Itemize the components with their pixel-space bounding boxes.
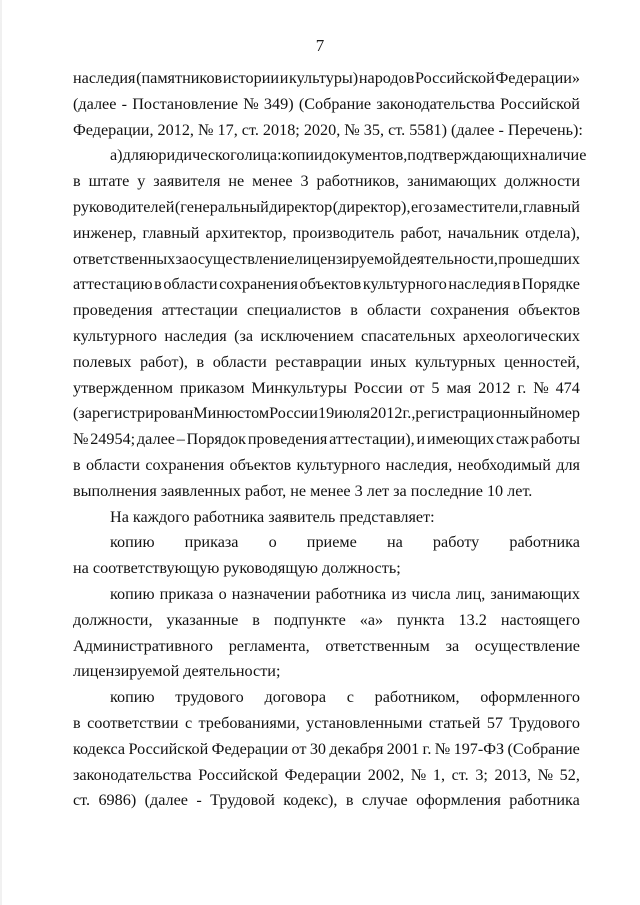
- word: России: [353, 378, 403, 397]
- word: 30: [309, 739, 327, 758]
- word: (генеральный: [174, 197, 269, 216]
- text-line: [73, 530, 580, 556]
- body-text: [73, 66, 587, 814]
- word: работников,: [316, 172, 400, 191]
- word: имеющих: [426, 430, 495, 449]
- word: Порядок: [186, 430, 247, 449]
- word: №: [73, 430, 89, 449]
- word: и: [416, 430, 426, 449]
- word: от: [291, 739, 307, 758]
- word: менее: [252, 172, 293, 191]
- word: -: [196, 791, 202, 810]
- word: должности: [504, 172, 580, 191]
- word: осуществление: [474, 636, 580, 655]
- text-line: [73, 66, 580, 92]
- word: г.,: [402, 404, 416, 423]
- text-line: [73, 711, 580, 737]
- text-line: [73, 401, 580, 427]
- word: документов,: [322, 146, 408, 165]
- word: производитель: [292, 223, 395, 242]
- word: г.: [517, 378, 527, 397]
- word: аттестации),: [329, 430, 415, 449]
- word: инженер,: [73, 223, 137, 242]
- word: наследия: [164, 326, 227, 345]
- word: работы: [530, 430, 580, 449]
- word: в: [350, 301, 358, 320]
- word: от: [409, 378, 425, 397]
- word: 5: [431, 378, 440, 397]
- text-line: [73, 350, 580, 376]
- word: главный: [142, 223, 200, 242]
- word: 52,: [559, 765, 580, 784]
- word: археологических: [462, 326, 580, 345]
- word: установленными: [306, 713, 423, 732]
- word: мая: [446, 378, 472, 397]
- word: реставрации: [275, 352, 362, 371]
- word: пункта: [397, 610, 445, 629]
- word: отдела),: [525, 223, 580, 242]
- word: копию: [110, 688, 155, 707]
- word: начальник: [447, 223, 520, 242]
- word: главный: [523, 197, 580, 216]
- text-line: [73, 427, 580, 453]
- text-line: [73, 763, 580, 789]
- word: с: [184, 713, 193, 732]
- word: в: [196, 352, 205, 371]
- text-line: [73, 221, 580, 247]
- word: у: [137, 172, 146, 191]
- word: №: [243, 94, 259, 113]
- word: в: [345, 791, 354, 810]
- word: ответственных: [73, 249, 176, 268]
- word: в: [73, 713, 81, 732]
- text-line: выполнения заявленных работ, не менее 3 лет за последние 10 лет.: [73, 481, 533, 500]
- page-number: 7: [315, 36, 325, 55]
- word: подтверждающих: [407, 146, 530, 165]
- word: занимающих: [490, 584, 580, 603]
- word: лиц,: [455, 584, 486, 603]
- word: –: [176, 430, 185, 449]
- word: Постановление: [132, 94, 239, 113]
- word: в: [252, 610, 260, 629]
- word: культурного: [362, 275, 447, 294]
- word: специалистов: [246, 301, 342, 320]
- text-line: [73, 324, 580, 350]
- word: приказа: [184, 533, 239, 552]
- word: 2013,: [494, 765, 531, 784]
- word: Трудового: [509, 713, 580, 732]
- word: ст.: [451, 765, 469, 784]
- word: №: [410, 765, 427, 784]
- text-line: На каждого работника заявитель представляет:: [110, 507, 435, 526]
- word: 474: [555, 378, 580, 397]
- text-line: [73, 582, 580, 608]
- word: (за: [234, 326, 254, 345]
- text-line: [73, 453, 580, 479]
- word: приказом: [179, 378, 245, 397]
- word: лицензируемой: [294, 249, 401, 268]
- word: работ),: [139, 352, 188, 371]
- word: работу: [432, 533, 480, 552]
- word: 3: [300, 172, 309, 191]
- word: Минюстом: [193, 404, 270, 423]
- word: истории: [222, 69, 280, 87]
- word: законодательства: [376, 94, 495, 113]
- word: с: [346, 688, 354, 707]
- word: необходимый: [457, 455, 551, 474]
- text-line: [73, 272, 580, 298]
- word: Федерации: [211, 739, 289, 758]
- word: области: [85, 455, 141, 474]
- word: аттестации: [161, 301, 238, 320]
- word: (директор),: [332, 197, 411, 216]
- word: области: [163, 275, 218, 294]
- word: прошедших: [498, 249, 580, 268]
- word: для: [556, 455, 580, 474]
- word: оформленного: [480, 688, 580, 707]
- word: июля: [334, 404, 371, 423]
- word: приказа: [159, 584, 214, 603]
- word: культурных: [415, 352, 496, 371]
- word: области: [367, 301, 422, 320]
- word: в: [154, 275, 162, 294]
- word: 2001: [386, 739, 420, 758]
- word: стаж: [496, 430, 529, 449]
- word: наличие: [529, 146, 587, 165]
- word: аттестацию: [73, 275, 153, 294]
- text-line: [73, 247, 580, 273]
- word: проведения: [247, 430, 328, 449]
- word: ст.: [73, 791, 91, 810]
- word: (памятников: [136, 69, 223, 87]
- text-line: [73, 608, 580, 634]
- word: директор: [269, 197, 333, 216]
- word: работником,: [374, 688, 460, 707]
- word: в: [512, 275, 521, 294]
- word: №: [533, 378, 549, 397]
- word: (далее: [73, 94, 117, 113]
- word: заместители,: [433, 197, 523, 216]
- word: трудового: [175, 688, 244, 707]
- word: №: [537, 765, 554, 784]
- word: исключением: [260, 326, 354, 345]
- word: о: [218, 584, 227, 603]
- word: копии: [281, 146, 323, 165]
- word: за: [175, 249, 190, 268]
- word: случае: [361, 791, 408, 810]
- word: объектов: [229, 455, 292, 474]
- word: статьей: [428, 713, 481, 732]
- word: осуществление: [189, 249, 295, 268]
- scan-edge: [0, 0, 2, 905]
- text-line: Федерации, 2012, № 17, ст. 2018; 2020, № 35, ст. 5581) (далее - Перечень):: [73, 120, 583, 139]
- word: Административного: [73, 636, 213, 655]
- word: архитектор,: [205, 223, 287, 242]
- word: наследия: [73, 69, 136, 87]
- text-line: на соответствующую руководящую должность;: [73, 559, 401, 578]
- word: а): [110, 146, 123, 165]
- word: приеме: [306, 533, 357, 552]
- word: занимающих: [407, 172, 497, 191]
- word: штате: [88, 172, 130, 191]
- word: наследия: [448, 275, 511, 294]
- word: (Собрание: [298, 94, 372, 113]
- word: декабря: [329, 739, 384, 758]
- text-line: [73, 788, 580, 814]
- word: области: [212, 352, 267, 371]
- word: 2012: [478, 378, 511, 397]
- word: №: [434, 739, 451, 758]
- word: на: [386, 533, 403, 552]
- word: 6986): [98, 791, 137, 810]
- text-line: [73, 169, 580, 195]
- word: оформления: [416, 791, 501, 810]
- word: в: [73, 455, 81, 474]
- word: 349): [263, 94, 294, 113]
- word: за: [445, 636, 460, 655]
- word: Российской: [128, 739, 209, 758]
- word: его: [411, 197, 433, 216]
- word: работ,: [400, 223, 442, 242]
- text-line: [73, 92, 580, 118]
- word: должности,: [73, 610, 153, 629]
- text-line: [73, 737, 580, 763]
- word: договора: [264, 688, 327, 707]
- word: Федерации»: [495, 69, 580, 87]
- word: культуры): [289, 69, 359, 87]
- word: юридического: [146, 146, 245, 165]
- word: ценностей,: [504, 352, 580, 371]
- word: Российской: [415, 69, 495, 87]
- word: полевых: [73, 352, 132, 371]
- word: (Собрание: [507, 739, 580, 758]
- word: 57: [486, 713, 503, 732]
- word: Российской: [198, 765, 279, 784]
- word: сохранения: [430, 301, 510, 320]
- word: для: [122, 146, 147, 165]
- word: номер: [538, 404, 580, 423]
- word: 1,: [432, 765, 445, 784]
- word: Федерации: [284, 765, 362, 784]
- word: работника: [315, 584, 387, 603]
- word: деятельности,: [401, 249, 498, 268]
- word: (зарегистрирован: [73, 404, 194, 423]
- text-line: [73, 376, 580, 402]
- text-line: [73, 298, 580, 324]
- word: назначении: [231, 584, 311, 603]
- word: регистрационный: [415, 404, 538, 423]
- word: ответственным: [325, 636, 430, 655]
- word: 13.2: [458, 610, 487, 629]
- word: в: [73, 172, 81, 191]
- word: объектов: [299, 275, 362, 294]
- word: Российской: [500, 94, 580, 113]
- word: о: [268, 533, 277, 552]
- word: кодекса: [73, 739, 126, 758]
- word: требованиями,: [198, 713, 300, 732]
- word: спасательных: [361, 326, 456, 345]
- word: России: [269, 404, 318, 423]
- word: культурного: [73, 326, 157, 345]
- word: наследия,: [385, 455, 453, 474]
- word: кодекс),: [283, 791, 338, 810]
- word: далее: [136, 430, 175, 449]
- word: иных: [370, 352, 407, 371]
- word: сохранения: [145, 455, 225, 474]
- word: г.: [422, 739, 432, 758]
- word: -: [121, 94, 128, 113]
- word: 2012: [370, 404, 403, 423]
- word: регламента,: [228, 636, 310, 655]
- word: соответствии: [87, 713, 179, 732]
- word: числа: [411, 584, 451, 603]
- word: заявителя: [153, 172, 221, 191]
- word: утвержденном: [73, 378, 173, 397]
- word: (далее: [144, 791, 188, 810]
- text-line: [73, 195, 580, 221]
- word: 2002,: [367, 765, 405, 784]
- text-line: [73, 634, 580, 660]
- word: указанные: [166, 610, 239, 629]
- word: Порядке: [521, 275, 580, 294]
- word: из: [391, 584, 407, 603]
- word: Трудовой: [210, 791, 275, 810]
- word: 24954;: [90, 430, 136, 449]
- text-line: [73, 143, 587, 169]
- word: 3;: [475, 765, 488, 784]
- word: культурного: [296, 455, 381, 474]
- word: «а»: [359, 610, 384, 629]
- word: копию: [110, 584, 155, 603]
- word: работника: [509, 533, 580, 552]
- word: подпункте: [273, 610, 346, 629]
- word: проведения: [73, 301, 153, 320]
- word: руководителей: [73, 197, 175, 216]
- word: объектов: [518, 301, 580, 320]
- word: сохранения: [219, 275, 298, 294]
- word: настоящего: [500, 610, 580, 629]
- word: законодательства: [73, 765, 192, 784]
- word: не: [228, 172, 245, 191]
- word: 19: [317, 404, 335, 423]
- word: лица:: [244, 146, 282, 165]
- word: копию: [110, 533, 155, 552]
- word: работника: [509, 791, 580, 810]
- text-line: лицензируемой деятельности;: [73, 662, 281, 681]
- word: Минкультуры: [251, 378, 347, 397]
- word: 197-ФЗ: [453, 739, 505, 758]
- word: народов: [358, 69, 415, 87]
- text-line: [73, 685, 580, 711]
- word: и: [279, 69, 289, 87]
